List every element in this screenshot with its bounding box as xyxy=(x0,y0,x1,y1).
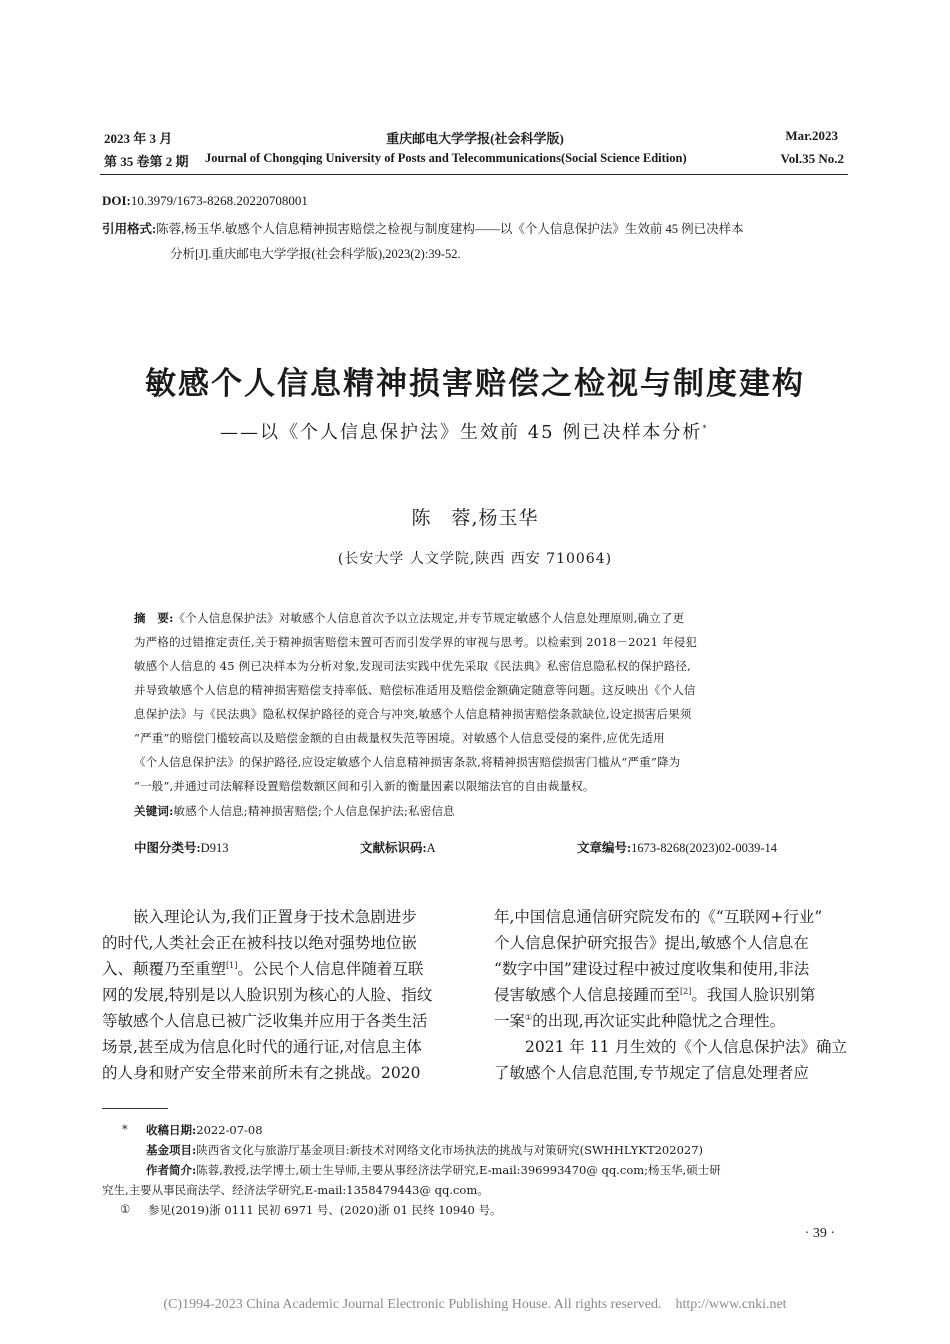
clc-number: 中图分类号:D913 xyxy=(134,841,229,855)
article-number: 文章编号:1673-8268(2023)02-0039-14 xyxy=(577,841,777,855)
doi-label: DOI: xyxy=(102,193,131,208)
affiliation: (长安大学 人文学院,陕西 西安 710064) xyxy=(337,551,613,567)
doi xyxy=(102,193,308,209)
footnote-1-text: 参见(2019)浙 0111 民初 6971 号、(2020)浙 01 民终 10940 号。 xyxy=(148,1203,502,1217)
header-rule xyxy=(100,174,848,175)
header-journal-cn: 重庆邮电大学学报(社会科学版) xyxy=(386,131,564,146)
header-date-en: Mar.2023 xyxy=(785,128,838,143)
authors: 陈 蓉,杨玉华 xyxy=(411,507,539,529)
ref-1[interactable]: [1] xyxy=(226,960,238,970)
copyright-footer: (C)1994-2023 China Academic Journal Electronic Publishing House. All rights reserved. http://www.cnki.net xyxy=(163,1297,787,1312)
received-date: 收稿日期:2022-07-08 xyxy=(146,1123,263,1137)
keywords-label: 关键词: xyxy=(134,804,174,818)
page-title: 敏感个人信息精神损害赔偿之检视与制度建构 xyxy=(145,366,805,402)
ref-2[interactable]: [2] xyxy=(680,986,692,996)
citation-line-2: 分析[J].重庆邮电大学学报(社会科学版),2023(2):39-52. xyxy=(170,247,461,261)
subtitle-footnote-mark: * xyxy=(702,424,709,433)
fund-project: 基金项目:陕西省文化与旅游厅基金项目:新技术对网络文化市场执法的挑战与对策研究(SWHHLYKT202027) xyxy=(146,1143,704,1157)
page-number: · 39 · xyxy=(804,1226,835,1241)
footnote-ref-1[interactable]: ① xyxy=(525,1012,533,1022)
citation-label: 引用格式: xyxy=(102,222,157,236)
footnote-1-mark: ① xyxy=(120,1202,131,1216)
header-issue-cn: 第 35 卷第 2 期 xyxy=(104,154,189,169)
abstract-label: 摘 要: xyxy=(134,611,174,625)
page-subtitle: ——以《个人信息保护法》生效前 45 例已决样本分析* xyxy=(220,422,709,443)
footnote-star: * xyxy=(122,1122,128,1136)
footnote-rule xyxy=(102,1108,168,1109)
doi-value[interactable]: 10.3979/1673-8268.20220708001 xyxy=(130,193,308,208)
author-bio-line-2: 究生,主要从事民商法学、经济法学研究,E-mail:1358479443@ qq.com。 xyxy=(102,1183,489,1197)
header-journal-en: Journal of Chongqing University of Posts and Telecommunications(Social Science Edition) xyxy=(205,151,687,165)
document-code: 文献标识码:A xyxy=(360,841,436,855)
keywords-value: 敏感个人信息;精神损害赔偿;个人信息保护法;私密信息 xyxy=(173,804,455,818)
header-vol-en: Vol.35 No.2 xyxy=(780,151,844,166)
header-date-cn: 2023 年 3 月 xyxy=(104,131,173,146)
citation-line-1: 引用格式:陈蓉,杨玉华.敏感个人信息精神损害赔偿之检视与制度建构——以《个人信息保护法》生效前 45 例已决样本 xyxy=(102,222,744,236)
author-bio-line-1: 作者简介:陈蓉,教授,法学博士,硕士生导师,主要从事经济法学研究,E-mail:396993470@ qq.com;杨玉华,硕士研 xyxy=(146,1163,721,1177)
keywords xyxy=(134,803,455,819)
